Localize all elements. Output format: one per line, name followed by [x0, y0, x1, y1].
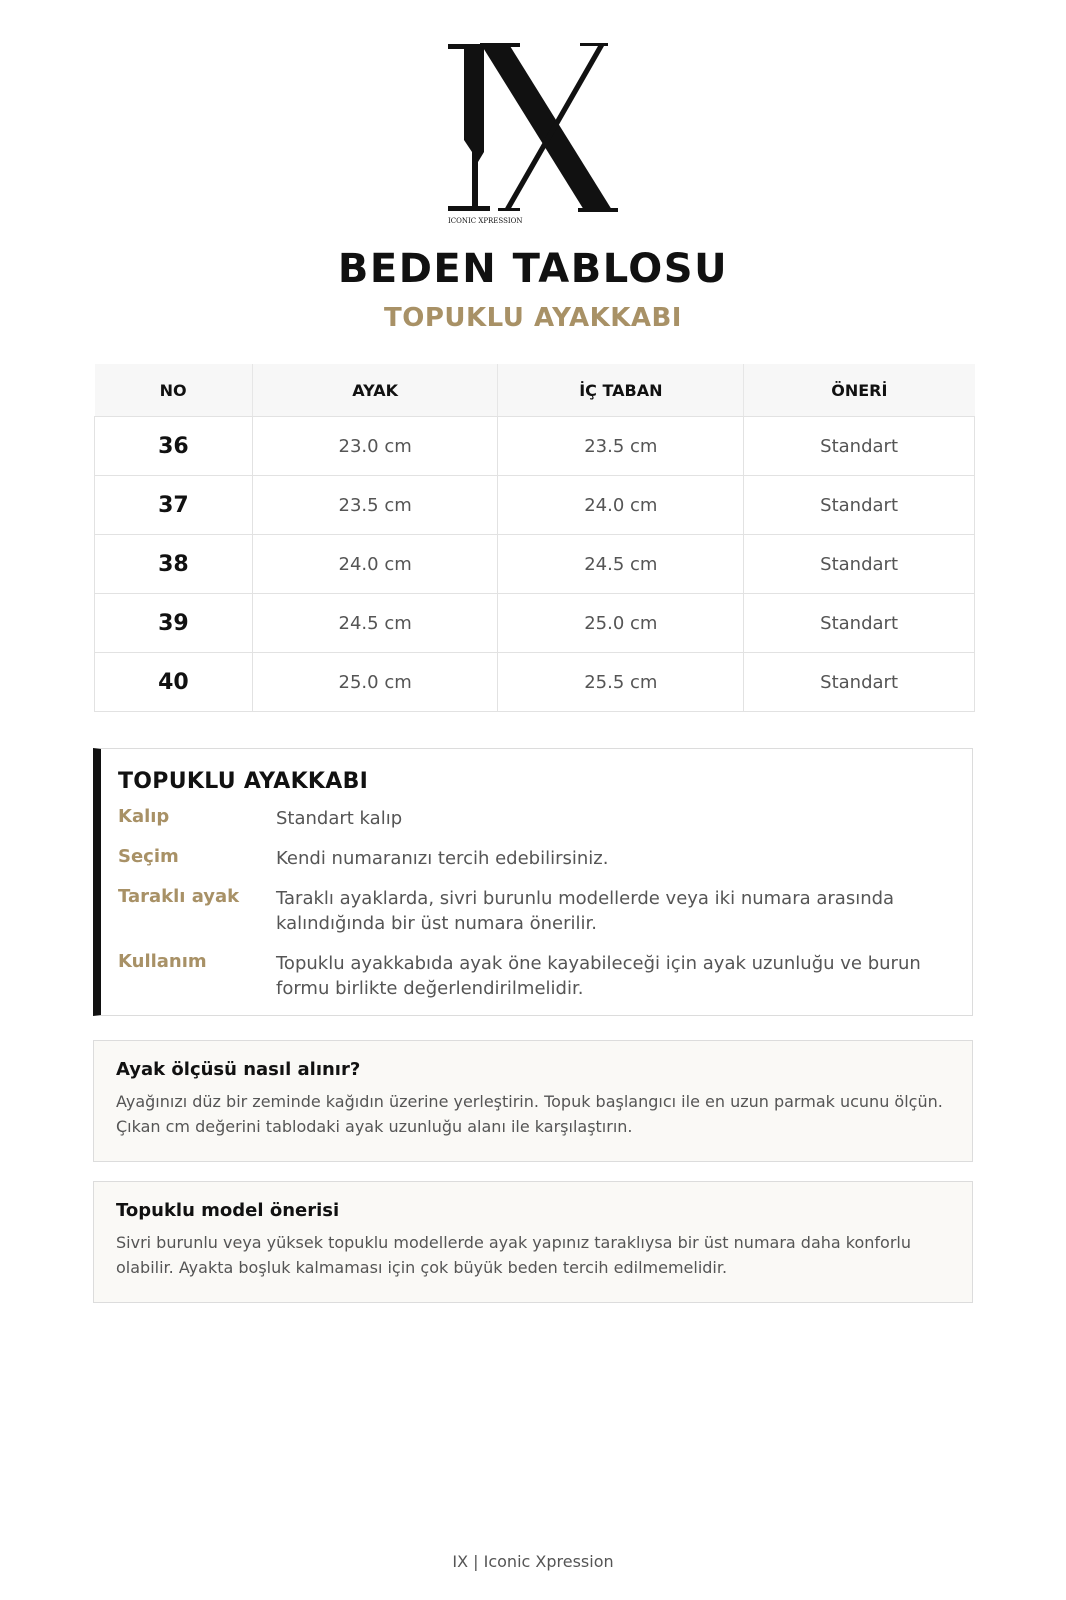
info-label: Kalıp — [118, 806, 170, 827]
info-value: Topuklu ayakkabıda ayak öne kayabileceği için ayak uzunluğu ve burun formu birlikte değerlendirilmelidir. — [276, 953, 921, 999]
insole-length: 24.5 cm — [498, 535, 744, 594]
size-table — [94, 364, 975, 712]
logo-tagline: ICONIC XPRESSION — [448, 217, 523, 225]
size-no: 38 — [95, 535, 253, 594]
note-text: Ayağınızı düz bir zeminde kağıdın üzerine yerleştirin. Topuk başlangıcı ile en uzun parmak ucunu ölçün. Çıkan cm değerini tablodaki ayak uzunluğu alanı ile karşılaştırın. — [116, 1092, 943, 1136]
note-title: Topuklu model önerisi — [116, 1200, 340, 1221]
foot-length: 24.0 cm — [252, 535, 498, 594]
header-ic-taban: İÇ TABAN — [498, 364, 744, 417]
recommendation: Standart — [744, 476, 975, 535]
measure-note — [93, 1040, 973, 1162]
table-row — [95, 417, 975, 476]
note-title: Ayak ölçüsü nasıl alınır? — [116, 1059, 361, 1080]
size-no: 37 — [95, 476, 253, 535]
size-no: 36 — [95, 417, 253, 476]
brand-logo — [448, 40, 620, 225]
insole-length: 24.0 cm — [498, 476, 744, 535]
info-value: Standart kalıp — [276, 808, 403, 829]
table-row — [95, 594, 975, 653]
insole-length: 25.0 cm — [498, 594, 744, 653]
size-no: 39 — [95, 594, 253, 653]
recommendation: Standart — [744, 535, 975, 594]
page-title: BEDEN TABLOSU — [337, 246, 729, 292]
foot-length: 24.5 cm — [252, 594, 498, 653]
footer-text: IX | Iconic Xpression — [452, 1552, 614, 1571]
info-label: Taraklı ayak — [118, 886, 240, 907]
info-value: Kendi numaranızı tercih edebilirsiniz. — [276, 848, 609, 869]
note-text: Sivri burunlu veya yüksek topuklu modellerde ayak yapınız taraklıysa bir üst numara daha konforlu olabilir. Ayakta boşluk kalmaması için çok büyük beden tercih edilmemelidir. — [116, 1233, 912, 1277]
header-oneri: ÖNERİ — [744, 364, 975, 417]
info-label: Seçim — [118, 846, 179, 867]
table-row — [95, 535, 975, 594]
insole-length: 23.5 cm — [498, 417, 744, 476]
table-header-row — [95, 364, 975, 417]
info-value: Taraklı ayaklarda, sivri burunlu modellerde veya iki numara arasında kalındığında bir üst numara önerilir. — [276, 888, 895, 934]
table-row — [95, 653, 975, 712]
foot-length: 25.0 cm — [252, 653, 498, 712]
heel-note — [93, 1181, 973, 1303]
info-panel — [93, 748, 973, 1016]
foot-length: 23.0 cm — [252, 417, 498, 476]
recommendation: Standart — [744, 653, 975, 712]
page-subtitle: TOPUKLU AYAKKABI — [384, 303, 682, 333]
size-no: 40 — [95, 653, 253, 712]
ix-logo-icon — [448, 40, 620, 225]
recommendation: Standart — [744, 594, 975, 653]
table-row — [95, 476, 975, 535]
recommendation: Standart — [744, 417, 975, 476]
insole-length: 25.5 cm — [498, 653, 744, 712]
header-ayak: AYAK — [252, 364, 498, 417]
foot-length: 23.5 cm — [252, 476, 498, 535]
info-title: TOPUKLU AYAKKABI — [118, 769, 369, 794]
info-label: Kullanım — [118, 951, 207, 972]
header-no: NO — [95, 364, 253, 417]
